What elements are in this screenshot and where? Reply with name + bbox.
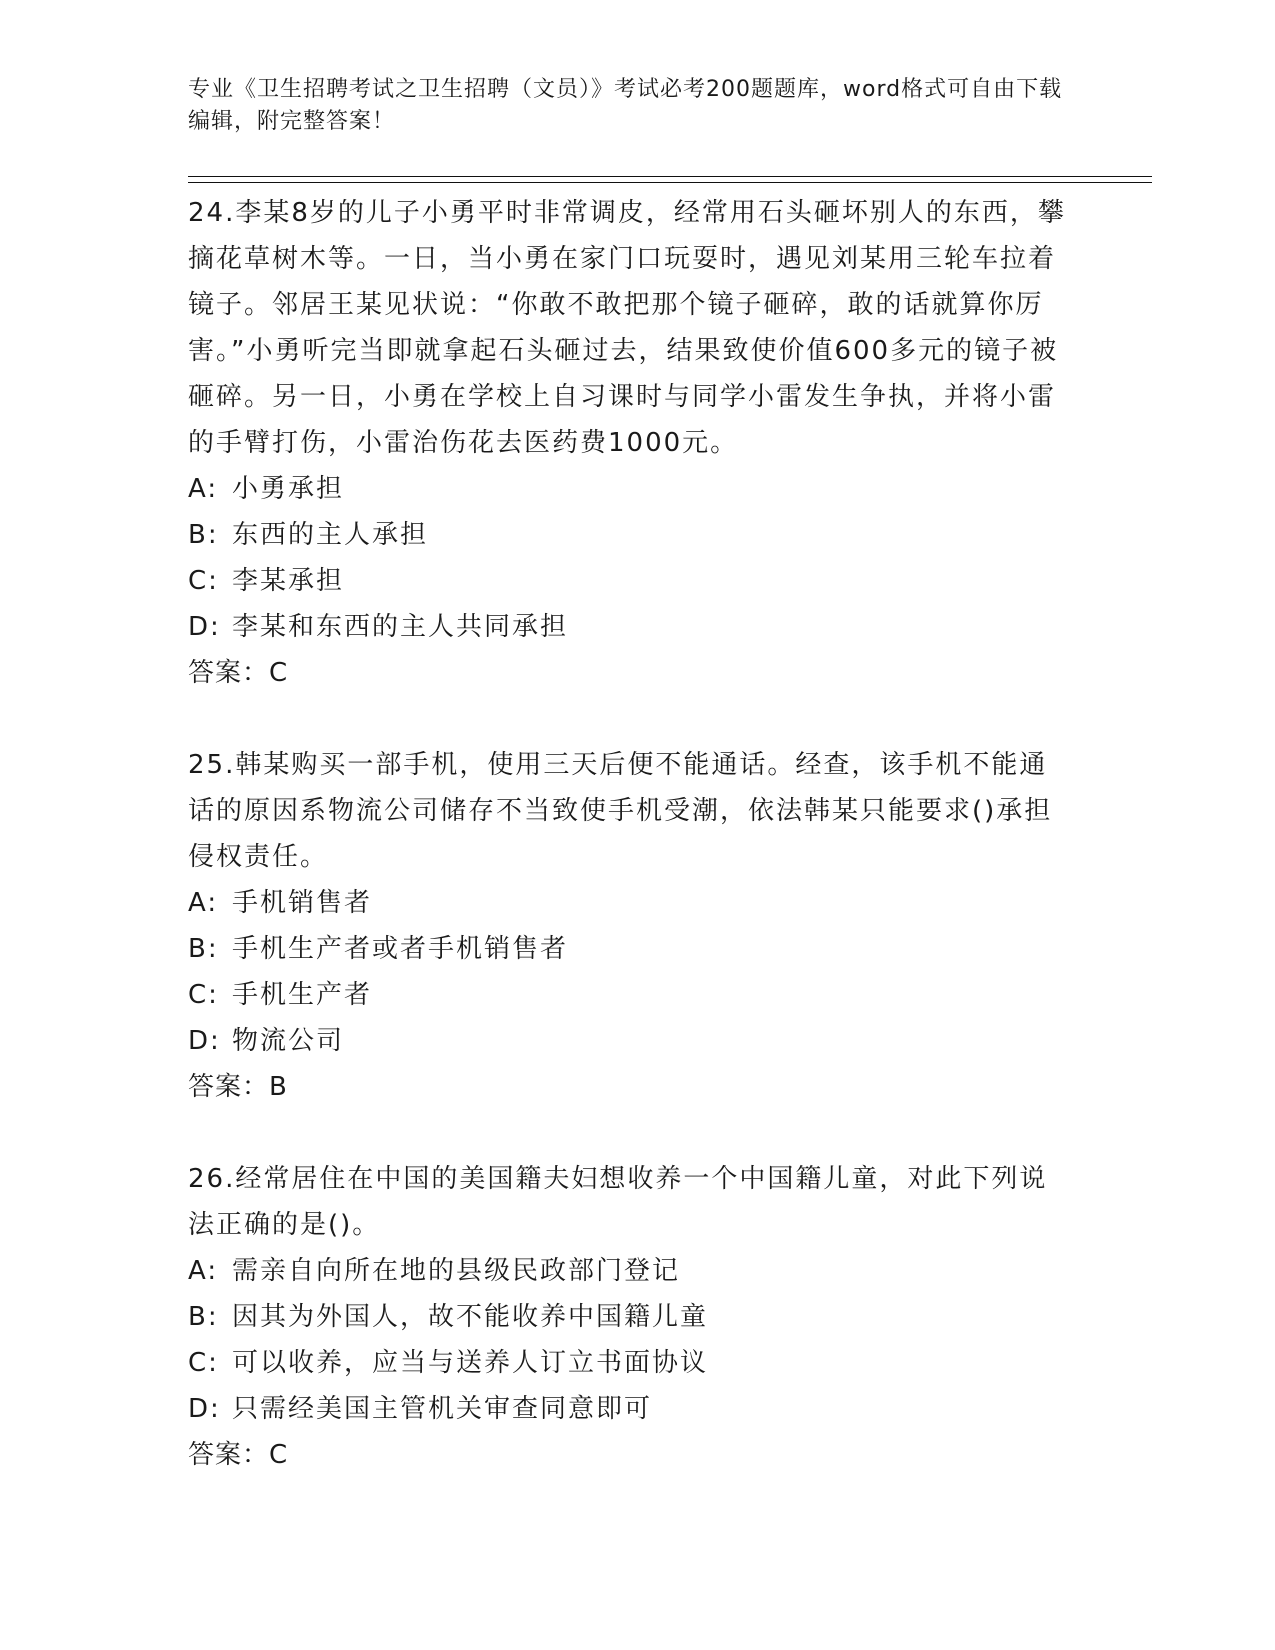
answer-line: 答案：C — [188, 1440, 289, 1470]
option-letter: A: — [188, 474, 219, 504]
question-spacer — [188, 1110, 1068, 1156]
option-letter: C: — [188, 1348, 219, 1378]
question-24 — [188, 190, 1068, 696]
option-letter: C: — [188, 980, 219, 1010]
option-a — [188, 1248, 1068, 1294]
header-divider-bottom — [188, 182, 1152, 183]
question-list — [188, 190, 1068, 1478]
option-b — [188, 1294, 1068, 1340]
option-b — [188, 512, 1068, 558]
option-text: 需亲自向所在地的县级民政部门登记 — [232, 1256, 681, 1286]
option-letter: B: — [188, 934, 219, 964]
option-text: 手机生产者 — [232, 980, 373, 1010]
option-letter: B: — [188, 520, 219, 550]
option-text: 手机生产者或者手机销售者 — [232, 934, 569, 964]
option-text: 手机销售者 — [232, 888, 373, 918]
question-25 — [188, 742, 1068, 1110]
option-letter: D: — [188, 1394, 221, 1424]
document-header: 专业《卫生招聘考试之卫生招聘（文员）》考试必考200题题库，word格式可自由下载编辑，附完整答案！ — [188, 77, 1063, 134]
question-stem: 25.韩某购买一部手机，使用三天后便不能通话。经查，该手机不能通话的原因系物流公司储存不当致使手机受潮，依法韩某只能要求()承担侵权责任。 — [188, 750, 1053, 872]
header-divider-top — [188, 176, 1152, 177]
question-26 — [188, 1156, 1068, 1478]
option-c — [188, 558, 1068, 604]
option-text: 李某承担 — [232, 566, 345, 596]
option-a — [188, 880, 1068, 926]
option-text: 可以收养，应当与送养人订立书面协议 — [232, 1348, 709, 1378]
option-text: 东西的主人承担 — [232, 520, 429, 550]
option-letter: D: — [188, 1026, 221, 1056]
answer-line: 答案：B — [188, 1072, 288, 1102]
answer-line: 答案：C — [188, 658, 289, 688]
question-spacer — [188, 696, 1068, 742]
option-text: 李某和东西的主人共同承担 — [232, 612, 569, 642]
option-d — [188, 604, 1068, 650]
option-b — [188, 926, 1068, 972]
option-letter: C: — [188, 566, 219, 596]
option-letter: D: — [188, 612, 221, 642]
option-letter: A: — [188, 888, 219, 918]
option-c — [188, 972, 1068, 1018]
option-d — [188, 1018, 1068, 1064]
option-d — [188, 1386, 1068, 1432]
option-text: 小勇承担 — [232, 474, 345, 504]
option-text: 因其为外国人，故不能收养中国籍儿童 — [232, 1302, 709, 1332]
option-c — [188, 1340, 1068, 1386]
option-a — [188, 466, 1068, 512]
option-text: 物流公司 — [232, 1026, 345, 1056]
option-letter: B: — [188, 1302, 219, 1332]
option-letter: A: — [188, 1256, 219, 1286]
question-stem: 24.李某8岁的儿子小勇平时非常调皮，经常用石头砸坏别人的东西，攀摘花草树木等。一日，当小勇在家门口玩耍时，遇见刘某用三轮车拉着镜子。邻居王某见状说：“你敢不敢把那个镜子砸碎，敢的话就算你厉害。”小勇听完当即就拿起石头砸过去，结果致使价值600多元的镜子被砸碎。另一日，小勇在学校上自习课时与同学小雷发生争执，并将小雷的手臂打伤，小雷治伤花去医药费1000元。 — [188, 198, 1066, 458]
question-stem: 26.经常居住在中国的美国籍夫妇想收养一个中国籍儿童，对此下列说法正确的是()。 — [188, 1164, 1048, 1240]
option-text: 只需经美国主管机关审查同意即可 — [232, 1394, 653, 1424]
